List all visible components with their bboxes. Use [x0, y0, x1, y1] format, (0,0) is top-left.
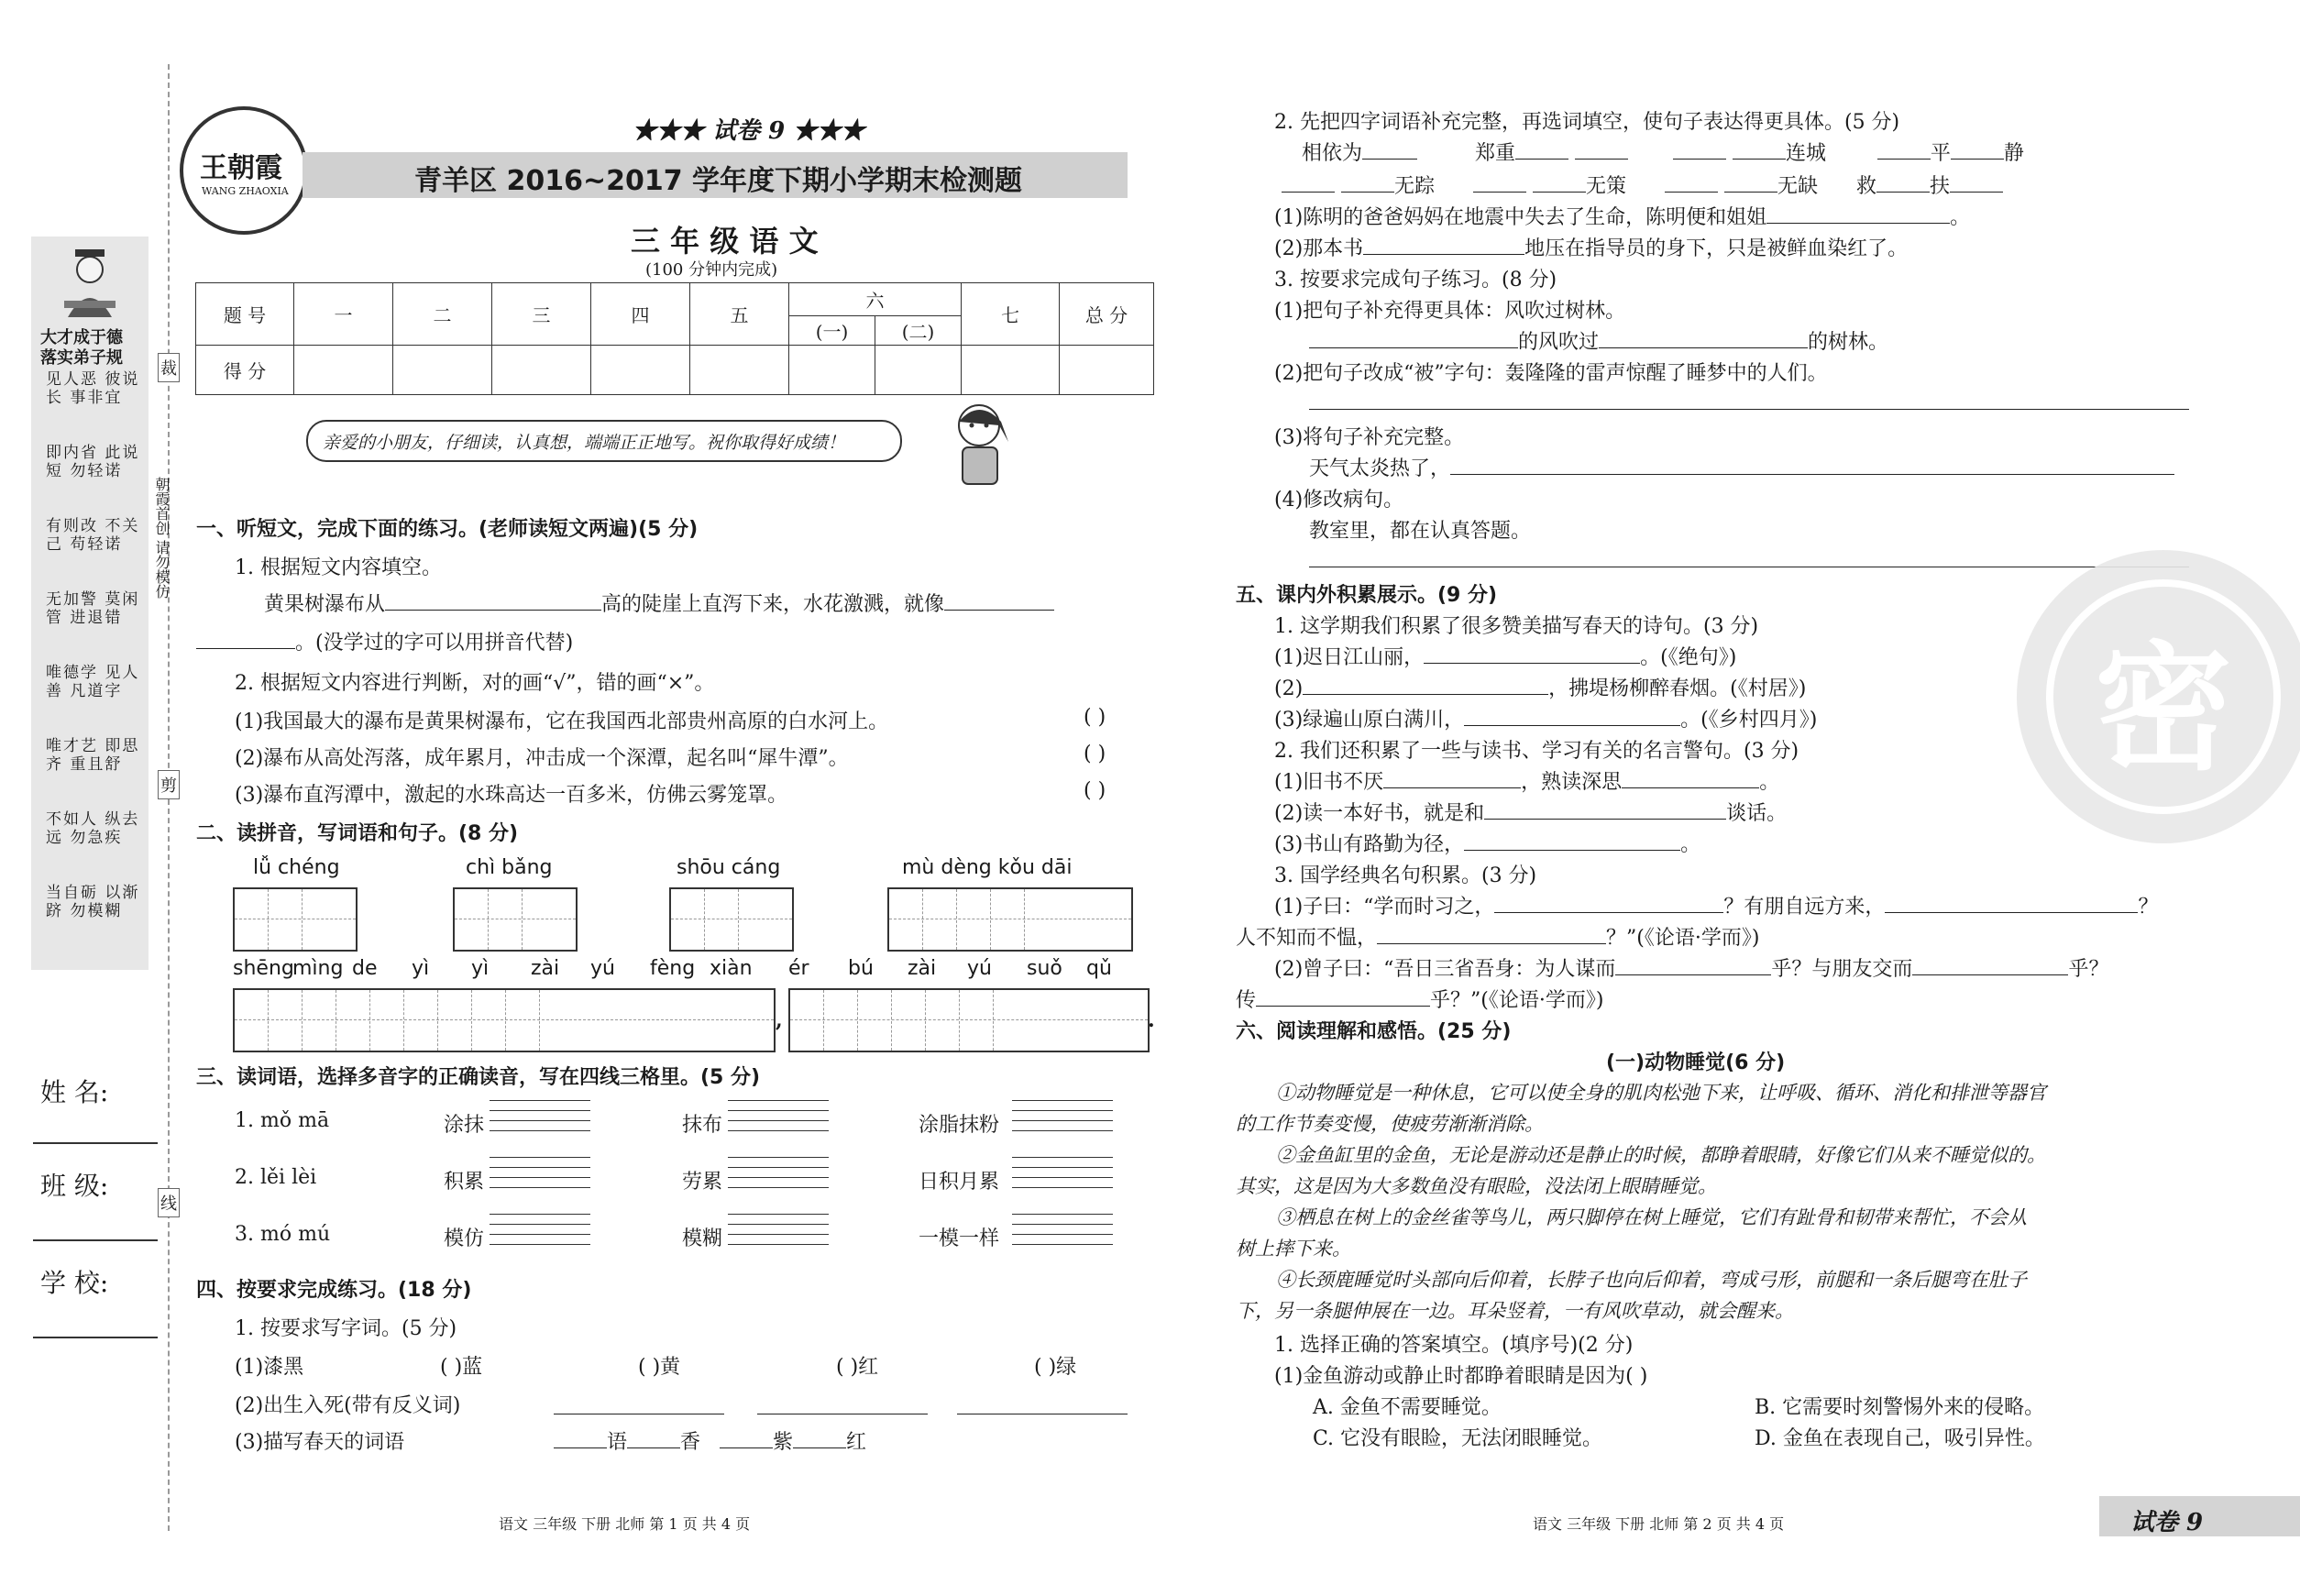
- q5-classic-2: (2)曾子曰：“吾日三省吾身：为人谋而 乎？与朋友交而 乎？: [1274, 953, 2108, 982]
- scholar-icon: [55, 246, 125, 319]
- q1-sub1-line2: 。(没学过的字可以用拼音代替): [196, 627, 573, 655]
- q4-sub2: 2. 先把四字词语补充完整，再选词填空，使句子表达得更具体。(5 分): [1274, 111, 1900, 134]
- q4-sub1-2: (2)出生入死(带有反义词): [235, 1394, 461, 1417]
- pinyin-syllable: de: [352, 957, 378, 980]
- score-row-label: 得 分: [196, 346, 294, 395]
- q4-color-1: (1)漆黑: [235, 1356, 304, 1379]
- q4-sub2-a: (1)陈明的爸爸妈妈在地震中失去了生命，陈明便和姐姐 。: [1274, 202, 1970, 230]
- score-cell[interactable]: [962, 346, 1060, 395]
- q4-sub3-1: (1)把句子补充得更具体：风吹过树林。: [1274, 300, 1626, 323]
- q1-paren-3[interactable]: ( ): [1084, 779, 1106, 802]
- q3-word: 模糊: [682, 1227, 723, 1250]
- q3-word: 抹布: [682, 1114, 723, 1137]
- footer-right: 语文 三年级 下册 北师 第 2 页 共 4 页: [1533, 1515, 1785, 1533]
- q5-poem-2: (2) ，拂堤杨柳醉春烟。(《村居》): [1274, 673, 1806, 701]
- q6-title: 六、阅读理解和感悟。(25 分): [1236, 1020, 1512, 1043]
- q5-poem-3: (3)绿遍山原白满川， 。(《乡村四月》): [1274, 704, 1817, 732]
- school-label: 学 校:: [40, 1268, 109, 1298]
- q4-antonym-blank-1[interactable]: [554, 1393, 724, 1414]
- q5-classic-2b: 传 乎？”(《论语·学而》): [1236, 985, 1603, 1013]
- score-head-7: 七: [962, 283, 1060, 346]
- copyright-note: 朝霞首创 请勿模仿: [153, 477, 171, 600]
- q5-sub1: 1. 这学期我们积累了很多赞美描写春天的诗句。(3 分): [1274, 615, 1759, 638]
- pinyin-syllable: zài: [908, 957, 937, 980]
- subject-title: 三 年 级 语 文: [631, 224, 819, 259]
- q1-title: 一、听短文，完成下面的练习。(老师读短文两遍)(5 分): [196, 518, 699, 541]
- q5-title: 五、课内外积累展示。(9 分): [1236, 584, 1498, 607]
- option-c[interactable]: C. 它没有眼睑，无法闭眼睡觉。: [1313, 1427, 1603, 1450]
- passage-line: 下，另一条腿伸展在一边。耳朵竖着，一有风吹草动，就会醒来。: [1236, 1300, 1794, 1322]
- footer-left: 语文 三年级 下册 北师 第 1 页 共 4 页: [499, 1515, 751, 1533]
- greeting-text: 亲爱的小朋友，仔细读，认真想，端端正正地写。祝你取得好成绩！: [323, 433, 846, 453]
- q4-sub3-1-line: 的风吹过 的树林。: [1309, 326, 1888, 355]
- girl-icon: [935, 398, 1027, 490]
- q2-word-pinyin-4: mù dèng kǒu dāi: [902, 856, 1073, 879]
- score-head-2: 二: [393, 283, 492, 346]
- q3-word: 积累: [444, 1171, 485, 1194]
- q5-motto-1: (1)旧书不厌 ，熟读深思 。: [1274, 766, 1779, 795]
- passage-line: 其实，这是因为大多数鱼没有眼睑，没法闭上眼睛睡觉。: [1236, 1175, 1717, 1197]
- q4-antonym-blank-3[interactable]: [957, 1393, 1128, 1414]
- score-head-6: 六: [789, 283, 962, 316]
- q5-motto-2: (2)读一本好书，就是和 谈话。: [1274, 798, 1787, 826]
- q1-item-3: (3)瀑布直泻潭中，激起的水珠高达一百多米，仿佛云雾笼罩。: [235, 784, 788, 807]
- q4-title: 四、按要求完成练习。(18 分): [196, 1279, 472, 1302]
- q1-blank-2[interactable]: [944, 589, 1054, 611]
- motto-top-1: 大才成于德: [40, 328, 123, 347]
- q2-grid-2[interactable]: [453, 887, 578, 952]
- q5-poem-1: (1)迟日江山丽， 。(《绝句》): [1274, 642, 1736, 670]
- q4-spring-words: 语 香 紫 红: [554, 1426, 866, 1455]
- pinyin-syllable: ér: [788, 957, 809, 980]
- motto-line: 无加警 莫闲管 进退错: [46, 590, 140, 627]
- q4-sub2-b: (2)那本书 地压在指导员的身下，只是被鲜血染红了。: [1274, 233, 1908, 261]
- q4-sub3-2: (2)把句子改成“被”字句：轰隆隆的雷声惊醒了睡梦中的人们。: [1274, 362, 1828, 385]
- passage-line: ①动物睡觉是一种休息，它可以使全身的肌肉松弛下来，让呼吸、循环、消化和排泄等器官: [1276, 1082, 2046, 1104]
- q2-grid-3[interactable]: [669, 887, 794, 952]
- school-line[interactable]: [33, 1337, 158, 1338]
- q4-sub3-4-sentence: 教室里，都在认真答题。: [1309, 520, 1532, 543]
- score-head-label: 题 号: [196, 283, 294, 346]
- q4-sub3-4: (4)修改病句。: [1274, 489, 1404, 512]
- time-note: (100 分钟内完成): [645, 260, 778, 280]
- q3-word: 一模一样: [919, 1227, 1000, 1250]
- score-cell[interactable]: [492, 346, 591, 395]
- q3-label: 2. lěi lèi: [235, 1166, 317, 1189]
- motto-top-2: 落实弟子规: [40, 348, 123, 368]
- score-cell[interactable]: [591, 346, 690, 395]
- q4-antonym-blank-2[interactable]: [757, 1393, 928, 1414]
- score-cell[interactable]: [789, 346, 875, 395]
- q4-color-2[interactable]: ( )蓝: [440, 1356, 483, 1379]
- q2-title: 二、读拼音，写词语和句子。(8 分): [196, 822, 519, 845]
- four-line-grid[interactable]: [490, 1100, 590, 1131]
- q4-color-3[interactable]: ( )黄: [638, 1356, 681, 1379]
- q4-sub3-3: (3)将句子补充完整。: [1274, 426, 1465, 449]
- q5-sub2: 2. 我们还积累了一些与读书、学习有关的名言警句。(3 分): [1274, 740, 1799, 763]
- q5-motto-3: (3)书山有路勤为径， 。: [1274, 829, 1700, 857]
- score-cell[interactable]: [294, 346, 393, 395]
- binding-mark-3: 线: [158, 1188, 180, 1217]
- q3-word: 劳累: [682, 1171, 723, 1194]
- q2-period: .: [1148, 1008, 1155, 1032]
- q1-sub2: 2. 根据短文内容进行判断，对的画“√”，错的画“×”。: [235, 672, 715, 695]
- class-line[interactable]: [33, 1239, 158, 1241]
- q1-blank-3[interactable]: [196, 628, 295, 649]
- q1-item-1: (1)我国最大的瀑布是黄果树瀑布，它在我国西北部贵州高原的白水河上。: [235, 710, 889, 733]
- logo-text: 王朝霞: [200, 152, 282, 184]
- q4-sub3-2-line[interactable]: [1309, 389, 2189, 410]
- idioms-row-2: 无踪 无策 无缺 救 扶: [1282, 171, 2003, 199]
- q3-word: 日积月累: [919, 1171, 1000, 1194]
- q2-grid-4[interactable]: [887, 887, 1133, 952]
- q1-paren-1[interactable]: ( ): [1084, 706, 1106, 729]
- footer-badge: 试卷 9: [2130, 1509, 2204, 1536]
- name-line[interactable]: [33, 1142, 158, 1144]
- score-head-6-1: (一): [789, 316, 875, 346]
- passage-line: ②金鱼缸里的金鱼，无论是游动还是静止的时候，都睁着眼睛，好像它们从来不睡觉似的。: [1276, 1144, 2046, 1166]
- option-b[interactable]: B. 它需要时刻警惕外来的侵略。: [1755, 1396, 2045, 1419]
- q1-paren-2[interactable]: ( ): [1084, 743, 1106, 765]
- q3-label: 3. mó mú: [235, 1223, 331, 1246]
- pinyin-syllable: yú: [590, 957, 615, 980]
- score-cell[interactable]: [393, 346, 492, 395]
- q5-classic-1: (1)子曰：“学而时习之， ？有朋自远方来， ？: [1274, 891, 2158, 919]
- motto-line: 当自砺 以渐跻 勿模糊: [46, 884, 140, 920]
- motto-line: 有则改 不关己 苟轻诺: [46, 517, 140, 554]
- q3-label: 1. mǒ mā: [235, 1109, 330, 1132]
- q3-title: 三、读词语，选择多音字的正确读音，写在四线三格里。(5 分): [196, 1066, 761, 1089]
- score-head-total: 总 分: [1060, 283, 1154, 346]
- option-a[interactable]: A. 金鱼不需要睡觉。: [1313, 1396, 1502, 1419]
- score-head-1: 一: [294, 283, 393, 346]
- q3-word: 模仿: [444, 1227, 485, 1250]
- q1-sub1: 1. 根据短文内容填空。: [235, 556, 442, 579]
- q1-item-2: (2)瀑布从高处泻落，成年累月，冲击成一个深潭，起名叫“犀牛潭”。: [235, 747, 849, 770]
- q4-sub3-4-line[interactable]: [1309, 546, 2189, 567]
- q4-sub3-3-line: 天气太炎热了，: [1309, 453, 2174, 481]
- binding-mark-2: 剪: [158, 770, 180, 799]
- q4-sub1-3: (3)描写春天的词语: [235, 1431, 405, 1454]
- option-d[interactable]: D. 金鱼在表现自己，吸引异性。: [1755, 1427, 2045, 1450]
- motto-line: 即内省 此说短 勿轻诺: [46, 444, 140, 480]
- q2-word-pinyin-1: lǚ chéng: [253, 856, 340, 879]
- score-cell[interactable]: [690, 346, 789, 395]
- secret-watermark: 密: [2017, 550, 2300, 843]
- q2-word-pinyin-3: shōu cáng: [677, 856, 781, 879]
- motto-columns: [46, 370, 141, 957]
- score-head-4: 四: [591, 283, 690, 346]
- passage-line: 的工作节奏变慢，使疲劳渐渐消除。: [1236, 1113, 1544, 1135]
- q4-sub3: 3. 按要求完成句子练习。(8 分): [1274, 269, 1557, 292]
- logo-subtitle: WANG ZHAOXIA: [202, 185, 289, 197]
- binding-mark-1: 裁: [158, 353, 180, 382]
- score-cell[interactable]: [1060, 346, 1154, 395]
- pinyin-syllable: fèng: [650, 957, 696, 980]
- q1-sub1-line: 黄果树瀑布从 高的陡崖上直泻下来，水花激溅，就像: [264, 589, 1054, 617]
- q2-word-pinyin-2: chì bǎng: [466, 856, 553, 879]
- passage-line: ③栖息在树上的金丝雀等鸟儿，两只脚停在树上睡觉，它们有趾骨和韧带来帮忙，不会从: [1276, 1206, 2027, 1228]
- four-line-grid[interactable]: [1012, 1100, 1113, 1131]
- q2-grid-1[interactable]: [233, 887, 358, 952]
- q4-sub1: 1. 按要求写字词。(5 分): [235, 1317, 457, 1340]
- q6-question-1[interactable]: (1)金鱼游动或静止时都睁着眼睛是因为( ): [1274, 1365, 1648, 1388]
- score-head-3: 三: [492, 283, 591, 346]
- four-line-grid[interactable]: [1012, 1214, 1113, 1245]
- q2-comma: ,: [776, 1008, 783, 1032]
- pinyin-syllable: yú: [967, 957, 992, 980]
- q3-word: 涂抹: [444, 1114, 485, 1137]
- four-line-grid[interactable]: [728, 1100, 829, 1131]
- pinyin-syllable: xiàn: [710, 957, 753, 980]
- pinyin-syllable: yì: [412, 957, 430, 980]
- q5-classic-1b: 人不知而不愠， ？”(《论语·学而》): [1236, 922, 1759, 951]
- q2-sentence-pinyin: [233, 957, 1140, 985]
- score-head-5: 五: [690, 283, 789, 346]
- pinyin-syllable: suǒ: [1027, 957, 1062, 980]
- pinyin-syllable: mìng: [292, 957, 344, 980]
- passage-line: ④长颈鹿睡觉时头部向后仰着，长脖子也向后仰着，弯成弓形，前腿和一条后腿弯在肚子: [1276, 1269, 2027, 1291]
- pinyin-syllable: qǔ: [1086, 957, 1112, 980]
- pinyin-syllable: yì: [471, 957, 490, 980]
- pinyin-syllable: zài: [531, 957, 560, 980]
- q3-word: 涂脂抹粉: [919, 1114, 1000, 1137]
- score-cell[interactable]: [875, 346, 962, 395]
- pinyin-syllable: bú: [848, 957, 874, 980]
- class-label: 班 级:: [40, 1171, 109, 1201]
- passage-title: (一)动物睡觉(6 分): [1606, 1051, 1786, 1074]
- paper-label: ★★★ 试卷 9 ★★★: [633, 117, 865, 145]
- idioms-row-1: 相依为 郑重 连城 平 静: [1302, 138, 2024, 166]
- q4-color-5[interactable]: ( )绿: [1034, 1356, 1077, 1379]
- four-line-grid[interactable]: [490, 1214, 590, 1245]
- score-table: [195, 282, 1154, 395]
- four-line-grid[interactable]: [728, 1214, 829, 1245]
- motto-line: 不如人 纵去远 勿急疾: [46, 810, 140, 847]
- four-line-grid[interactable]: [490, 1157, 590, 1188]
- q5-sub3: 3. 国学经典名句积累。(3 分): [1274, 864, 1537, 887]
- motto-line: 见人恶 彼说长 事非宜: [46, 370, 140, 407]
- motto-line: 唯德学 见人善 凡道字: [46, 664, 140, 700]
- name-label: 姓 名:: [40, 1077, 109, 1107]
- four-line-grid[interactable]: [1012, 1157, 1113, 1188]
- four-line-grid[interactable]: [728, 1157, 829, 1188]
- q2-sentence-grid-2[interactable]: [788, 988, 1150, 1052]
- q2-sentence-grid-1[interactable]: [233, 988, 776, 1052]
- q6-question: 1. 选择正确的答案填空。(填序号)(2 分): [1274, 1334, 1634, 1357]
- pinyin-syllable: shēng: [233, 957, 294, 980]
- passage-line: 树上摔下来。: [1236, 1238, 1351, 1260]
- q4-color-4[interactable]: ( )红: [836, 1356, 879, 1379]
- score-head-6-2: (二): [875, 316, 962, 346]
- motto-line: 唯才艺 即思齐 重且舒: [46, 737, 140, 774]
- exam-title: 青羊区 2016~2017 学年度下期小学期末检测题: [414, 165, 1023, 197]
- q1-blank-1[interactable]: [385, 589, 601, 611]
